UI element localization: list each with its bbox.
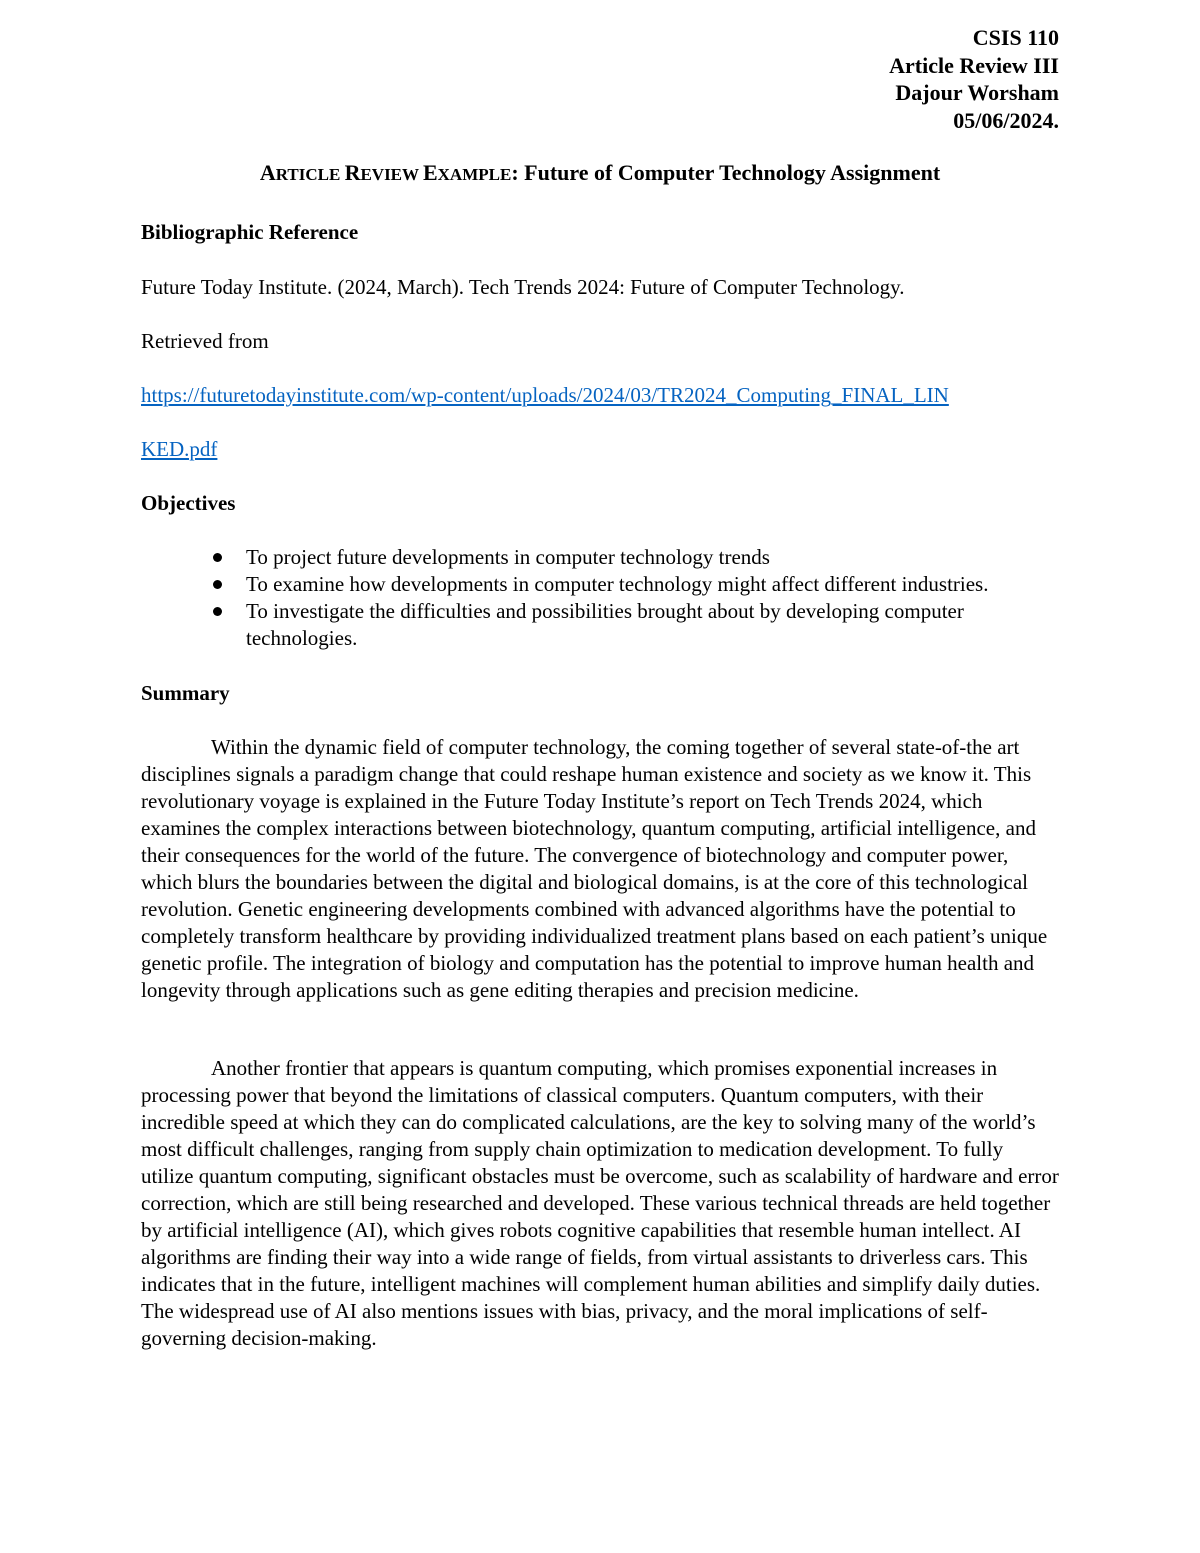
list-item (141, 544, 1059, 571)
title-prefix-a1: A (259, 160, 276, 185)
title-prefix-a2: RTICLE (275, 165, 345, 184)
list-item (141, 598, 1059, 652)
title-prefix-r1: R (344, 160, 361, 185)
title-prefix-r2: EVIEW (360, 165, 423, 184)
bibliography-heading: Bibliographic Reference (141, 220, 359, 244)
document-title (0, 159, 1200, 189)
course-code: CSIS 110 (972, 25, 1059, 50)
assignment-name: Article Review III (889, 52, 1059, 78)
list-item (141, 571, 1059, 598)
summary-heading: Summary (141, 681, 230, 705)
author-name: Dajour Worsham (895, 80, 1059, 105)
title-prefix-e1: E (422, 160, 438, 185)
header-block (889, 24, 1059, 134)
objective-text: To project future developments in computer technology trends (246, 545, 770, 569)
retrieved-from-label: Retrieved from (141, 329, 269, 353)
bullet-icon (213, 580, 222, 589)
title-prefix-e2: XAMPLE (437, 165, 512, 184)
objectives-heading: Objectives (141, 491, 236, 515)
reference-link-part-2[interactable]: KED.pdf (141, 437, 218, 461)
document-date: 05/06/2024. (953, 107, 1059, 133)
url-line-2 (141, 436, 217, 463)
objective-text: To examine how developments in computer technology might affect different industries. (246, 572, 989, 596)
bullet-icon (213, 553, 222, 562)
url-line-1 (141, 382, 949, 409)
objective-text: To investigate the difficulties and possibilities brought about by developing computer technologies. (246, 599, 964, 650)
bibliography-citation: Future Today Institute. (2024, March). Tech Trends 2024: Future of Computer Technology. (141, 275, 905, 299)
summary-paragraph-2: Another frontier that appears is quantum computing, which promises exponential increases in processing power that beyond the limitations of classical computers. Quantum computers, with their incredible speed at which they can do complicated calculations, are the key to solving many of the world’s most difficult challenges, ranging from supply chain optimization to medication development. To fully utilize quantum computing, significant obstacles must be overcome, such as scalability of hardware and error correction, which are still being researched and developed. These various technical threads are held together by artificial intelligence (AI), which gives robots cognitive capabilities that resemble human intellect. AI algorithms are finding their way into a wide range of fields, from virtual assistants to driverless cars. This indicates that in the future, intelligent machines will complement human abilities and simplify daily duties. The widespread use of AI also mentions issues with bias, privacy, and the moral implications of self-governing decision-making. (141, 1056, 1059, 1350)
reference-link-part-1[interactable]: https://futuretodayinstitute.com/wp-content/uploads/2024/03/TR2024_Computing_FINAL_LIN (141, 383, 949, 407)
objectives-list (141, 544, 1059, 652)
title-rest: : Future of Computer Technology Assignment (511, 160, 941, 185)
summary-paragraph-1: Within the dynamic field of computer technology, the coming together of several state-of-the art disciplines signals a paradigm change that could reshape human existence and society as we know it. This revolutionary voyage is explained in the Future Today Institute’s report on Tech Trends 2024, which examines the complex interactions between biotechnology, quantum computing, artificial intelligence, and their consequences for the world of the future. The convergence of biotechnology and computer power, which blurs the boundaries between the digital and biological domains, is at the core of this technological revolution. Genetic engineering developments combined with advanced algorithms have the potential to completely transform healthcare by providing individualized treatment plans based on each patient’s unique genetic profile. The integration of biology and computation has the potential to improve human health and longevity through applications such as gene editing therapies and precision medicine. (141, 735, 1048, 1002)
bullet-icon (213, 607, 222, 616)
